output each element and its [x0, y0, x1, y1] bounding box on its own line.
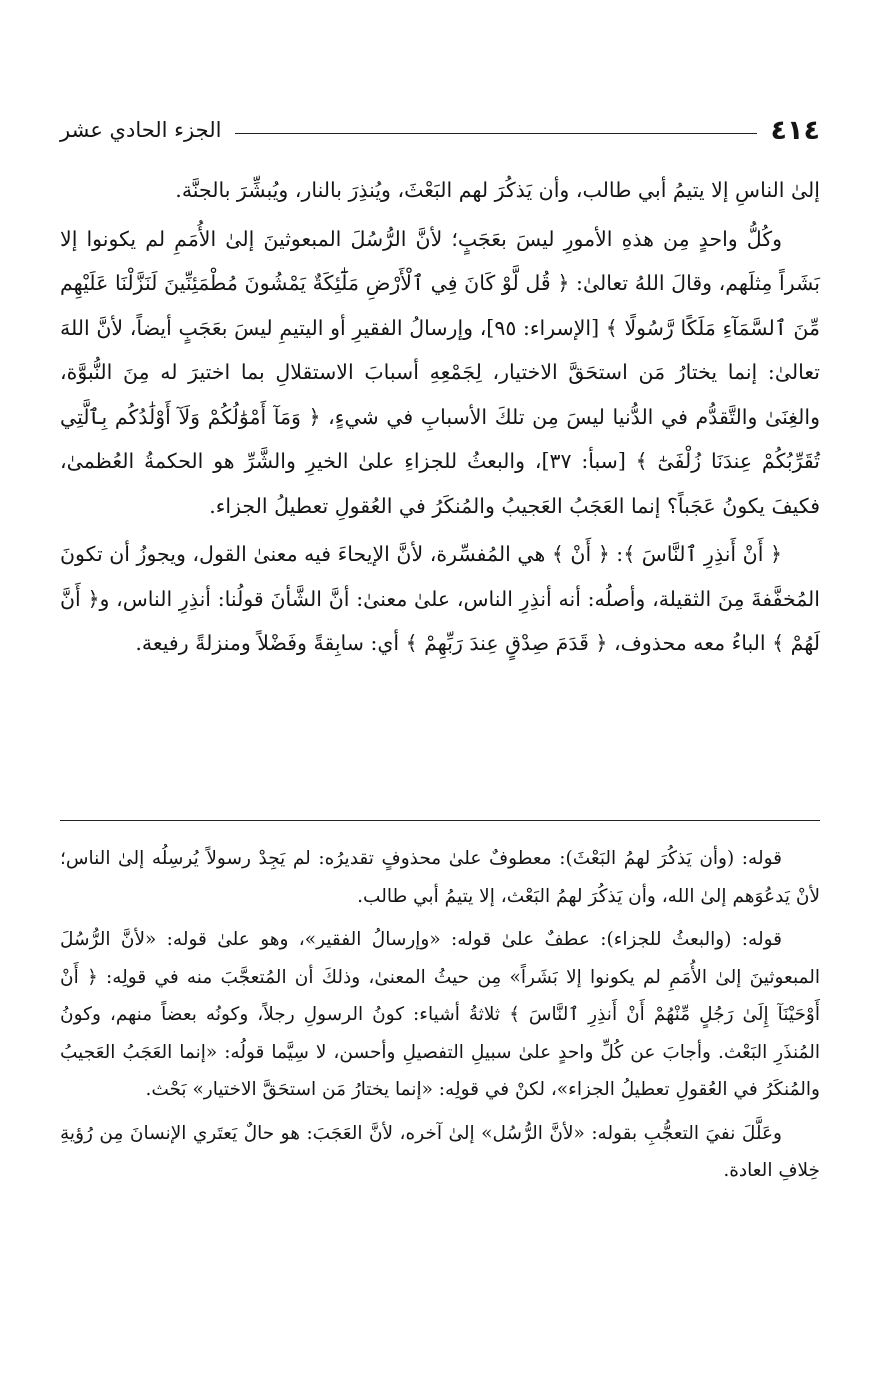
page-number: ٤١٤: [770, 114, 820, 146]
note-paragraph-3: وعَلَّلَ نفيَ التعجُّبِ بقوله: «لأنَّ الرُّسُل» إلىٰ آخره، لأنَّ العَجَبَ: هو حالٌ يَعتَري الإنسانَ مِن رُؤيةِ خِلافِ العادة.: [60, 1122, 820, 1181]
running-title: الجزء الحادي عشر: [60, 118, 222, 142]
page-header: [60, 108, 820, 152]
commentary-notes: [60, 840, 820, 1190]
main-paragraph-2: وكُلُّ واحدٍ مِن هذهِ الأمورِ ليسَ بعَجَبٍ؛ لأنَّ الرُّسُلَ المبعوثينَ إلىٰ الأُمَمِ لم يكونوا إلا بَشَراً مِثلَهم، وقالَ اللهُ تعالىٰ: ﴿ قُل لَّوْ كَانَ فِي ٱلْأَرْضِ مَلَٰٓئِكَةٌ يَمْشُونَ مُطْمَئِنِّينَ لَنَزَّلْنَا عَلَيْهِم مِّنَ ٱلسَّمَآءِ مَلَكًا رَّسُولًا ﴾ [الإسراء: ٩٥]، وإرسالُ الفقيرِ أو اليتيمِ ليسَ بعَجَبٍ أيضاً، لأنَّ اللهَ تعالىٰ: إنما يختارُ مَن استحَقَّ الاختيار، لِجَمْعِهِ أسبابَ الاستقلالِ بما اختيرَ له مِنَ النُّبوَّة، والغِنَىٰ والتَّقدُّم في الدُّنيا ليسَ مِن تلكَ الأسبابِ في شيءٍ، ﴿ وَمَآ أَمْوَٰلُكُمْ وَلَآ أَوْلَٰدُكُم بِٱلَّتِي تُقَرِّبُكُمْ عِندَنَا زُلْفَىٰٓ ﴾ [سبأ: ٣٧]، والبعثُ للجزاءِ علىٰ الخيرِ والشَّرِّ هو الحكمةُ العُظمىٰ، فكيفَ يكونُ عَجَباً؟ إنما العَجَبُ العَجيبُ والمُنكَرُ في العُقولِ تعطيلُ الجزاء.: [60, 226, 820, 518]
footnote-divider: [60, 820, 820, 821]
note-paragraph-1: قوله: (وأن يَذكُرَ لهمُ البَعْثَ): معطوفٌ علىٰ محذوفٍ تقديرُه: لم يَجِدْ رسولاً يُرسِلُه إلىٰ الناس؛ لأنْ يَدعُوَهم إلىٰ الله، وأن يَذكُرَ لهمُ البَعْث، إلا يتيمُ أبي طالب.: [60, 848, 820, 907]
book-page: [60, 0, 820, 1391]
main-paragraph-3: ﴿ أَنْ أَنذِرِ ٱلنَّاسَ ﴾: ﴿ أَنْ ﴾ هي المُفسِّرة، لأنَّ الإيحاءَ فيه معنىٰ القول، ويجوزُ أن تكونَ المُخفَّفةَ مِنَ الثقيلة، وأصلُه: أنه أنذِرِ الناس، علىٰ معنىٰ: أنَّ الشَّأنَ قولُنا: أنذِرِ الناس، و﴿ أَنَّ لَهُمْ ﴾ الباءُ معه محذوف، ﴿ قَدَمَ صِدْقٍ عِندَ رَبِّهِمْ ﴾ أي: سابِقةً وفَضْلاً ومنزلةً رفيعة.: [60, 542, 820, 655]
note-paragraph-2: قوله: (والبعثُ للجزاء): عطفٌ علىٰ قوله: «وإرسالُ الفقير»، وهو علىٰ قوله: «لأنَّ الرُّسُلَ المبعوثينَ إلىٰ الأُمَمِ لم يكونوا إلا بَشَراً» مِن حيثُ المعنىٰ، وذلكَ أن المُتعجَّبَ منه في قولِه: ﴿ أَنْ أَوْحَيْنَآ إِلَىٰ رَجُلٍ مِّنْهُمْ أَنْ أَنذِرِ ٱلنَّاسَ ﴾ ثلاثةُ أشياء: كونُ الرسولِ رجلاً، وكونُه بعضاً منهم، وكونُ المُنذَرِ البَعْث. وأجابَ عن كُلِّ واحدٍ علىٰ سبيلِ التفصيلِ وأحسن، لا سِيَّما قولُه: «إنما العَجَبُ العَجيبُ والمُنكَرُ في العُقولِ تعطيلُ الجزاء»، لكنْ في قولِه: «إنما يختارُ مَن استحَقَّ الاختيار» بَحْث.: [60, 929, 820, 1100]
header-rule: [235, 133, 756, 134]
main-text: [60, 168, 820, 666]
main-paragraph-1: إلىٰ الناسِ إلا يتيمُ أبي طالب، وأن يَذكُرَ لهم البَعْثَ، ويُنذِرَ بالنار، ويُبشِّرَ بالجنَّة.: [175, 178, 820, 202]
